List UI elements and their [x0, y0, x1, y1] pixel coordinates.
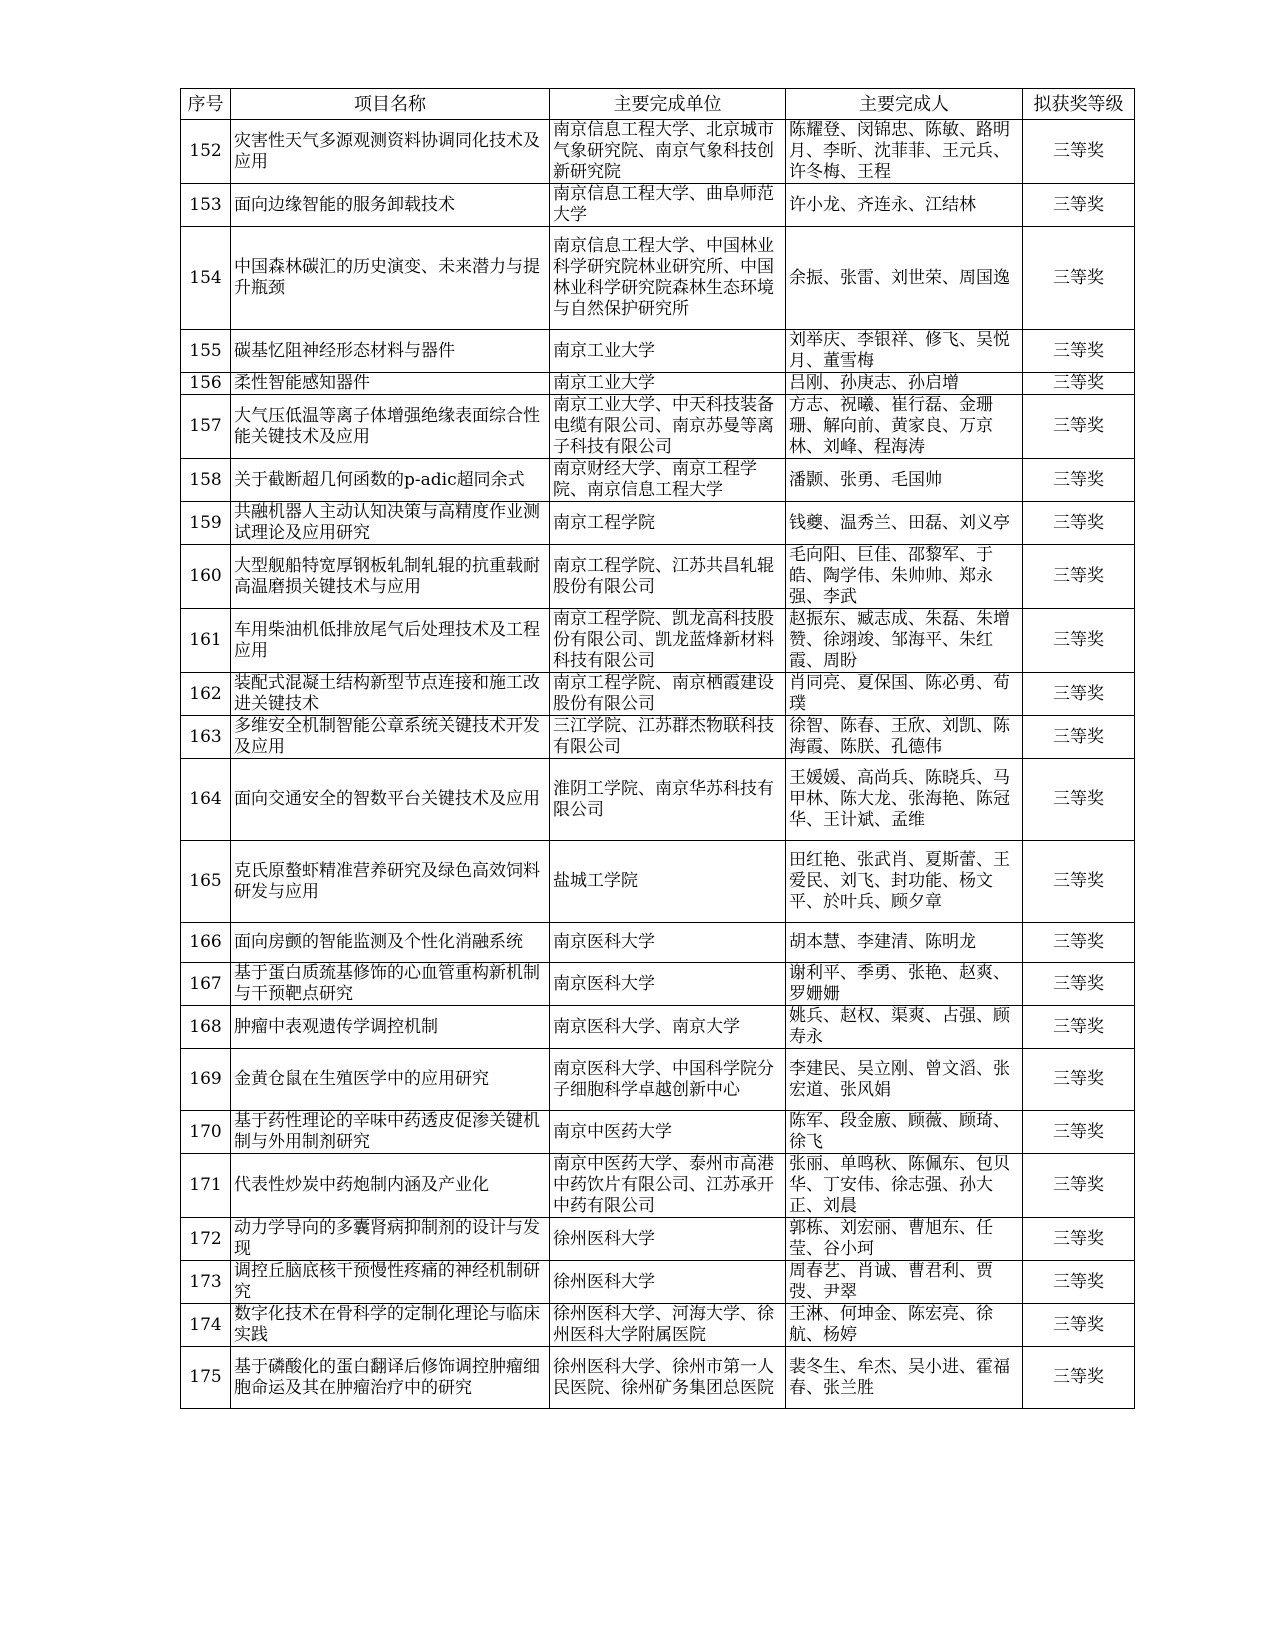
cell-main-unit: 南京工程学院、凯龙高科技股份有限公司、凯龙蓝烽新材料科技有限公司: [550, 609, 786, 673]
header-project-name: 项目名称: [231, 89, 550, 120]
cell-award-level: 三等奖: [1023, 1218, 1135, 1261]
table-row: [181, 759, 1135, 841]
cell-main-people: 钱夔、温秀兰、田磊、刘义亭: [786, 502, 1023, 545]
cell-award-level: 三等奖: [1023, 1347, 1135, 1409]
cell-main-people: 徐智、陈春、王欣、刘凯、陈海霞、陈朕、孔德伟: [786, 716, 1023, 759]
header-award-level: 拟获奖等级: [1023, 89, 1135, 120]
cell-project-name: 装配式混凝土结构新型节点连接和施工改进关键技术: [231, 673, 550, 716]
cell-project-name: 碳基忆阻神经形态材料与器件: [231, 330, 550, 373]
cell-serial-number: 171: [181, 1154, 231, 1218]
cell-main-unit: 南京工程学院、江苏共昌轧辊股份有限公司: [550, 545, 786, 609]
cell-project-name: 基于药性理论的辛味中药透皮促渗关键机制与外用制剂研究: [231, 1111, 550, 1154]
cell-main-people: 王淋、何坤金、陈宏亮、徐航、杨婷: [786, 1304, 1023, 1347]
table-row: [181, 1218, 1135, 1261]
cell-serial-number: 170: [181, 1111, 231, 1154]
cell-serial-number: 169: [181, 1049, 231, 1111]
cell-project-name: 动力学导向的多囊肾病抑制剂的设计与发现: [231, 1218, 550, 1261]
cell-project-name: 大型舰船特宽厚钢板轧制轧辊的抗重载耐高温磨损关键技术与应用: [231, 545, 550, 609]
cell-serial-number: 152: [181, 120, 231, 184]
cell-main-people: 肖同亮、夏保国、陈必勇、荀璞: [786, 673, 1023, 716]
table-row: [181, 373, 1135, 395]
cell-award-level: 三等奖: [1023, 1049, 1135, 1111]
cell-serial-number: 157: [181, 395, 231, 459]
cell-award-level: 三等奖: [1023, 673, 1135, 716]
cell-main-unit: 南京工业大学: [550, 373, 786, 395]
cell-main-unit: 南京工业大学: [550, 330, 786, 373]
cell-award-level: 三等奖: [1023, 184, 1135, 227]
cell-award-level: 三等奖: [1023, 1111, 1135, 1154]
cell-main-people: 赵振东、臧志成、朱磊、朱增赞、徐翊竣、邹海平、朱红霞、周盼: [786, 609, 1023, 673]
table-row: [181, 184, 1135, 227]
table-row: [181, 227, 1135, 330]
table-row: [181, 963, 1135, 1006]
cell-project-name: 中国森林碳汇的历史演变、未来潜力与提升瓶颈: [231, 227, 550, 330]
cell-serial-number: 163: [181, 716, 231, 759]
cell-main-unit: 南京工业大学、中天科技装备电缆有限公司、南京苏曼等离子科技有限公司: [550, 395, 786, 459]
cell-award-level: 三等奖: [1023, 330, 1135, 373]
cell-main-people: 谢利平、季勇、张艳、赵爽、罗姗姗: [786, 963, 1023, 1006]
cell-main-people: 刘举庆、李银祥、修飞、吴悦月、董雪梅: [786, 330, 1023, 373]
cell-main-unit: 南京医科大学、中国科学院分子细胞科学卓越创新中心: [550, 1049, 786, 1111]
header-main-people: 主要完成人: [786, 89, 1023, 120]
cell-main-people: 郭栋、刘宏丽、曹旭东、任莹、谷小珂: [786, 1218, 1023, 1261]
table-row: [181, 120, 1135, 184]
cell-project-name: 面向房颤的智能监测及个性化消融系统: [231, 923, 550, 963]
cell-award-level: 三等奖: [1023, 1304, 1135, 1347]
cell-main-unit: 南京信息工程大学、中国林业科学研究院林业研究所、中国林业科学研究院森林生态环境与自然保护研究所: [550, 227, 786, 330]
cell-main-people: 周春艺、肖诚、曹君利、贾弢、尹翠: [786, 1261, 1023, 1304]
cell-serial-number: 161: [181, 609, 231, 673]
cell-main-unit: 南京中医药大学、泰州市高港中药饮片有限公司、江苏承开中药有限公司: [550, 1154, 786, 1218]
cell-project-name: 大气压低温等离子体增强绝缘表面综合性能关键技术及应用: [231, 395, 550, 459]
cell-award-level: 三等奖: [1023, 373, 1135, 395]
cell-main-unit: 南京财经大学、南京工程学院、南京信息工程大学: [550, 459, 786, 502]
cell-serial-number: 153: [181, 184, 231, 227]
cell-serial-number: 164: [181, 759, 231, 841]
table-row: [181, 1111, 1135, 1154]
cell-award-level: 三等奖: [1023, 1154, 1135, 1218]
cell-award-level: 三等奖: [1023, 1006, 1135, 1049]
cell-main-unit: 南京信息工程大学、北京城市气象研究院、南京气象科技创新研究院: [550, 120, 786, 184]
cell-main-unit: 南京工程学院: [550, 502, 786, 545]
cell-main-unit: 南京工程学院、南京栖霞建设股份有限公司: [550, 673, 786, 716]
cell-main-people: 田红艳、张武肖、夏斯蕾、王爱民、刘飞、封功能、杨文平、於叶兵、顾夕章: [786, 841, 1023, 923]
table-row: [181, 1304, 1135, 1347]
cell-main-unit: 南京医科大学: [550, 963, 786, 1006]
cell-serial-number: 172: [181, 1218, 231, 1261]
cell-award-level: 三等奖: [1023, 459, 1135, 502]
header-serial-number: 序号: [181, 89, 231, 120]
cell-project-name: 车用柴油机低排放尾气后处理技术及工程应用: [231, 609, 550, 673]
cell-serial-number: 166: [181, 923, 231, 963]
table-row: [181, 1347, 1135, 1409]
cell-serial-number: 155: [181, 330, 231, 373]
cell-project-name: 共融机器人主动认知决策与高精度作业测试理论及应用研究: [231, 502, 550, 545]
table-header-row: [181, 89, 1135, 120]
table-row: [181, 1049, 1135, 1111]
cell-award-level: 三等奖: [1023, 963, 1135, 1006]
cell-main-people: 姚兵、赵权、渠爽、占强、顾寿永: [786, 1006, 1023, 1049]
cell-project-name: 关于截断超几何函数的p-adic超同余式: [231, 459, 550, 502]
cell-project-name: 克氏原螯虾精准营养研究及绿色高效饲料研发与应用: [231, 841, 550, 923]
cell-main-people: 吕刚、孙庚志、孙启增: [786, 373, 1023, 395]
cell-main-unit: 徐州医科大学、徐州市第一人民医院、徐州矿务集团总医院: [550, 1347, 786, 1409]
cell-main-people: 方志、祝曦、崔行磊、金珊珊、解向前、黄家良、万京林、刘峰、程海涛: [786, 395, 1023, 459]
cell-main-unit: 南京医科大学: [550, 923, 786, 963]
cell-main-unit: 盐城工学院: [550, 841, 786, 923]
cell-project-name: 调控丘脑底核干预慢性疼痛的神经机制研究: [231, 1261, 550, 1304]
cell-project-name: 代表性炒炭中药炮制内涵及产业化: [231, 1154, 550, 1218]
table-row: [181, 841, 1135, 923]
cell-project-name: 肿瘤中表观遗传学调控机制: [231, 1006, 550, 1049]
cell-main-people: 王媛媛、高尚兵、陈晓兵、马甲林、陈大龙、张海艳、陈冠华、王计斌、孟维: [786, 759, 1023, 841]
cell-serial-number: 159: [181, 502, 231, 545]
cell-main-unit: 淮阴工学院、南京华苏科技有限公司: [550, 759, 786, 841]
table-row: [181, 716, 1135, 759]
cell-project-name: 灾害性天气多源观测资料协调同化技术及应用: [231, 120, 550, 184]
cell-main-unit: 三江学院、江苏群杰物联科技有限公司: [550, 716, 786, 759]
cell-serial-number: 175: [181, 1347, 231, 1409]
cell-main-people: 陈军、段金廒、顾薇、顾琦、徐飞: [786, 1111, 1023, 1154]
cell-main-unit: 徐州医科大学: [550, 1261, 786, 1304]
table-row: [181, 923, 1135, 963]
cell-award-level: 三等奖: [1023, 841, 1135, 923]
table-row: [181, 609, 1135, 673]
cell-project-name: 基于蛋白质巯基修饰的心血管重构新机制与干预靶点研究: [231, 963, 550, 1006]
cell-serial-number: 165: [181, 841, 231, 923]
table-row: [181, 459, 1135, 502]
cell-serial-number: 156: [181, 373, 231, 395]
table-row: [181, 330, 1135, 373]
cell-main-people: 潘颢、张勇、毛国帅: [786, 459, 1023, 502]
cell-serial-number: 167: [181, 963, 231, 1006]
cell-serial-number: 162: [181, 673, 231, 716]
cell-main-people: 裴冬生、牟杰、吴小进、霍福春、张兰胜: [786, 1347, 1023, 1409]
cell-main-unit: 南京医科大学、南京大学: [550, 1006, 786, 1049]
cell-main-people: 李建民、吴立刚、曾文滔、张宏道、张风娟: [786, 1049, 1023, 1111]
cell-award-level: 三等奖: [1023, 1261, 1135, 1304]
table-row: [181, 395, 1135, 459]
table-row: [181, 1006, 1135, 1049]
cell-serial-number: 168: [181, 1006, 231, 1049]
cell-main-people: 余振、张雷、刘世荣、周国逸: [786, 227, 1023, 330]
cell-project-name: 基于磷酸化的蛋白翻译后修饰调控肿瘤细胞命运及其在肿瘤治疗中的研究: [231, 1347, 550, 1409]
cell-main-people: 许小龙、齐连永、江结林: [786, 184, 1023, 227]
cell-award-level: 三等奖: [1023, 120, 1135, 184]
cell-project-name: 面向边缘智能的服务卸载技术: [231, 184, 550, 227]
cell-project-name: 柔性智能感知器件: [231, 373, 550, 395]
cell-project-name: 数字化技术在骨科学的定制化理论与临床实践: [231, 1304, 550, 1347]
cell-award-level: 三等奖: [1023, 502, 1135, 545]
cell-project-name: 多维安全机制智能公章系统关键技术开发及应用: [231, 716, 550, 759]
cell-serial-number: 154: [181, 227, 231, 330]
cell-main-unit: 徐州医科大学: [550, 1218, 786, 1261]
cell-award-level: 三等奖: [1023, 545, 1135, 609]
table-row: [181, 1154, 1135, 1218]
table-row: [181, 673, 1135, 716]
cell-award-level: 三等奖: [1023, 759, 1135, 841]
cell-project-name: 金黄仓鼠在生殖医学中的应用研究: [231, 1049, 550, 1111]
cell-serial-number: 174: [181, 1304, 231, 1347]
cell-award-level: 三等奖: [1023, 395, 1135, 459]
header-main-unit: 主要完成单位: [550, 89, 786, 120]
cell-main-unit: 南京中医药大学: [550, 1111, 786, 1154]
cell-main-people: 陈耀登、闵锦忠、陈敏、路明月、李昕、沈菲菲、王元兵、许冬梅、王程: [786, 120, 1023, 184]
cell-main-people: 毛向阳、巨佳、邵黎军、于皓、陶学伟、朱帅帅、郑永强、李武: [786, 545, 1023, 609]
cell-main-people: 张丽、单鸣秋、陈佩东、包贝华、丁安伟、徐志强、孙大正、刘晨: [786, 1154, 1023, 1218]
cell-award-level: 三等奖: [1023, 716, 1135, 759]
cell-project-name: 面向交通安全的智数平台关键技术及应用: [231, 759, 550, 841]
table-row: [181, 1261, 1135, 1304]
cell-award-level: 三等奖: [1023, 609, 1135, 673]
table-row: [181, 545, 1135, 609]
cell-award-level: 三等奖: [1023, 227, 1135, 330]
cell-serial-number: 173: [181, 1261, 231, 1304]
table-row: [181, 502, 1135, 545]
cell-award-level: 三等奖: [1023, 923, 1135, 963]
cell-main-unit: 南京信息工程大学、曲阜师范大学: [550, 184, 786, 227]
cell-serial-number: 158: [181, 459, 231, 502]
cell-main-unit: 徐州医科大学、河海大学、徐州医科大学附属医院: [550, 1304, 786, 1347]
award-list-table: [180, 88, 1135, 1409]
cell-serial-number: 160: [181, 545, 231, 609]
cell-main-people: 胡本慧、李建清、陈明龙: [786, 923, 1023, 963]
